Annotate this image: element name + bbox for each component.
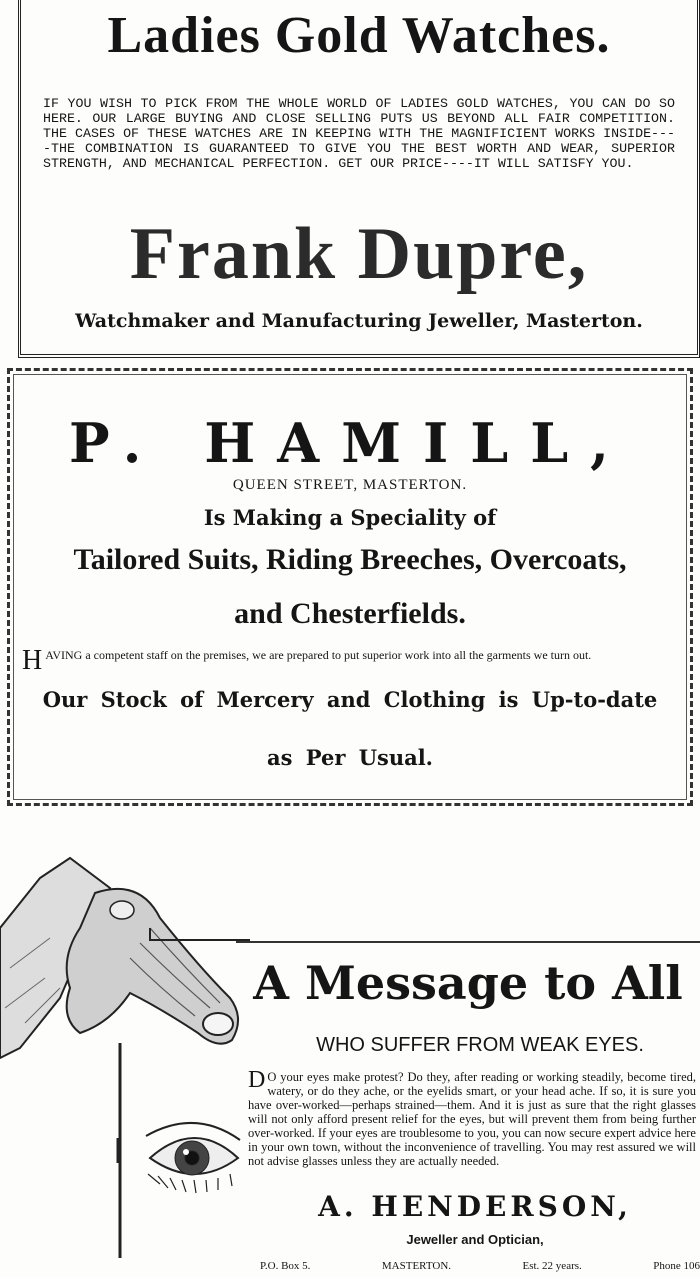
paragraph-text: O your eyes make protest? Do they, after reading or working steadily, become tired, watery, or do they ache, or the eyelids smart, or your head ache. If so, it is sure you have over-worked—perhaps strained—them. And it is just as sure that the right glasses will not only afford present relief for the eyes, but will prevent them from being further over-worked. If your eyes are troublesome to you, you can now secure expert advice here in your own town, without the inconvenience of travelling. You may rest assured we will not advise glasses unless they are actually needed. xyxy=(248,1070,696,1168)
tailor-advertisement xyxy=(7,368,693,806)
phone-number: Phone 106 xyxy=(653,1260,700,1272)
business-name: Frank Dupre, xyxy=(129,213,589,295)
ad-heading: A Message to All xyxy=(253,956,683,1010)
business-name: P. HAMILL, xyxy=(69,411,631,475)
watches-advertisement xyxy=(18,0,700,358)
pointing-hand-icon xyxy=(0,858,250,1258)
paragraph-text: AVING a competent staff on the premises, we are prepared to put superior work into all the garments we turn out. xyxy=(45,648,592,662)
business-trade: Watchmaker and Manufacturing Jeweller, Masterton. xyxy=(75,310,643,332)
business-address: QUEEN STREET, MASTERTON. xyxy=(232,477,468,493)
stock-line: Our Stock of Mercery and Clothing is Up-to-date xyxy=(42,687,658,712)
business-name: A. HENDERSON, xyxy=(318,1190,632,1223)
ad-heading: Ladies Gold Watches. xyxy=(107,7,611,64)
town: MASTERTON. xyxy=(381,1260,452,1272)
ad-body-text: IF YOU WISH TO PICK FROM THE WHOLE WORLD OF LADIES GOLD WATCHES, YOU CAN DO SO HERE. OUR LARGE BUYING AND CLOSE SELLING PUTS US BEYOND ALL FAIR COMPETITION. THE CASES OF THESE WATCHES ARE IN KEEPING WITH THE MAGNIFICIENT WORKS INSIDE----THE COMBINATION IS GUARANTEED TO GIVE YOU THE BEST WORTH AND WEAR, SUPERIOR STRENGTH, AND MECHANICAL PERFECTION. GET OUR PRICE----IT WILL SATISFY YOU. xyxy=(43,96,675,171)
drop-cap: D xyxy=(248,1067,266,1093)
header-rule xyxy=(236,941,700,943)
po-box: P.O. Box 5. xyxy=(260,1260,311,1272)
optician-advertisement xyxy=(0,818,700,1278)
staff-paragraph xyxy=(22,645,678,676)
established: Est. 22 years. xyxy=(522,1260,582,1272)
eye-icon xyxy=(118,1123,240,1193)
products-line-2: and Chesterfields. xyxy=(234,597,466,630)
drop-cap: H xyxy=(22,645,43,676)
eyes-paragraph xyxy=(248,1067,696,1168)
speciality-line: Is Making a Speciality of xyxy=(203,505,497,530)
usual-line: as Per Usual. xyxy=(266,745,433,770)
business-title: Jeweller and Optician, xyxy=(406,1232,544,1247)
contact-footer xyxy=(260,1260,700,1272)
ad-subheading: WHO SUFFER FROM WEAK EYES. xyxy=(316,1034,644,1056)
hand-and-eye-illustration xyxy=(0,818,250,1278)
products-line-1: Tailored Suits, Riding Breeches, Overcoats, xyxy=(73,543,627,576)
